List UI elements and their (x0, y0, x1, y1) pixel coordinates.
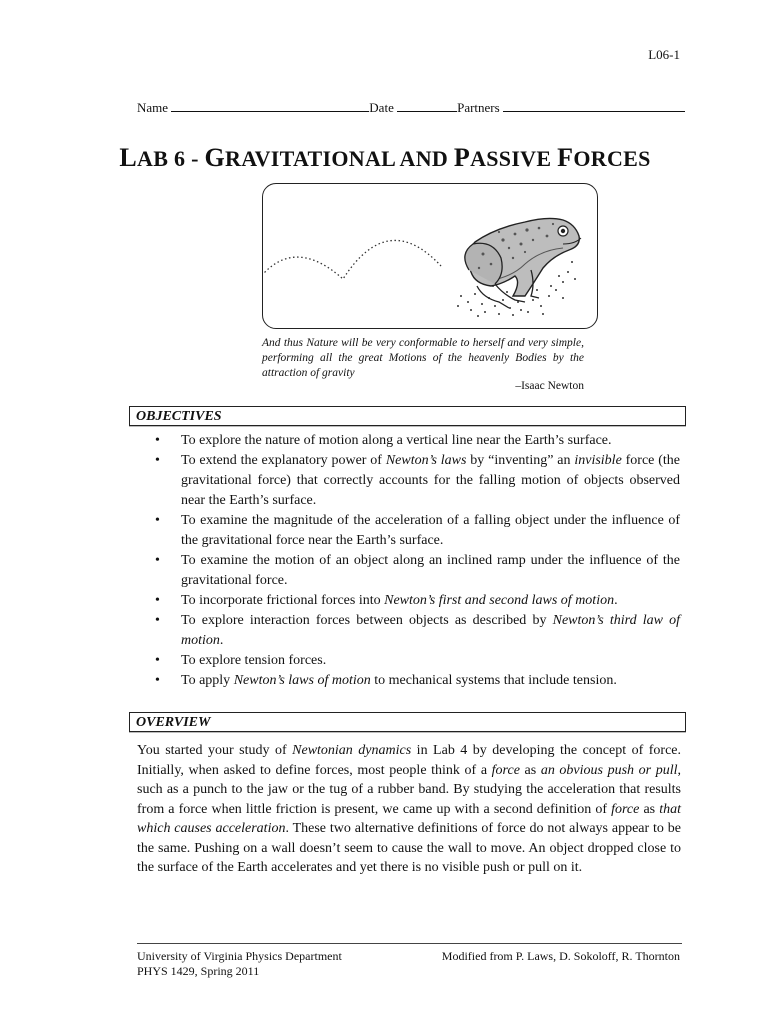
date-label: Date (369, 100, 394, 115)
quote-attribution: –Isaac Newton (515, 380, 584, 392)
overview-heading-box (129, 712, 686, 732)
objectives-heading: OBJECTIVES (136, 409, 222, 424)
list-item: • To explore tension forces. (145, 651, 680, 671)
jumping-frog-illustration-icon (263, 184, 596, 327)
list-item: • To explore interaction forces between objects as described by Newton’s third law of motion. (145, 611, 680, 651)
partners-label: Partners (457, 100, 500, 115)
partners-field[interactable] (503, 101, 685, 112)
list-item: • To explore the nature of motion along a vertical line near the Earth’s surface. (145, 431, 680, 451)
list-item: • To apply Newton’s laws of motion to mechanical systems that include tension. (145, 671, 680, 691)
objectives-heading-box (129, 406, 686, 426)
page-title: LAB 6 - GRAVITATIONAL AND PASSIVE FORCES (119, 143, 651, 172)
footer-department: University of Virginia Physics Department (137, 949, 342, 963)
list-item: • To incorporate frictional forces into Newton’s first and second laws of motion. (145, 591, 680, 611)
newton-quote: And thus Nature will be very conformable to herself and very simple, performing all the great Motions of the heavenly Bodies by the attraction of gravity (262, 337, 584, 379)
footer-course: PHYS 1429, Spring 2011 (137, 964, 260, 978)
overview-heading: OVERVIEW (136, 715, 211, 730)
page-number: L06-1 (648, 47, 680, 62)
name-field[interactable] (171, 101, 369, 112)
name-label: Name (137, 100, 169, 115)
footer-credit: Modified from P. Laws, D. Sokoloff, R. Thornton (441, 949, 680, 963)
footer-left (137, 949, 342, 979)
date-field[interactable] (397, 101, 457, 112)
objectives-list (145, 431, 680, 691)
name-date-partners-line (137, 100, 682, 116)
footer-divider (137, 943, 682, 944)
list-item: • To examine the motion of an object along an inclined ramp under the influence of the gravitational force. (145, 551, 680, 591)
overview-paragraph: You started your study of Newtonian dynamics in Lab 4 by developing the concept of force. Initially, when asked to define forces, most people think of a force as an obvious push or pull, such as a punch to the jaw or the tug of a rubber band. By studying the acceleration that results from a force when little friction is present, we came up with a second definition of force as that which causes acceleration. These two alternative definitions of force do not always appear to be the same. Pushing on a wall doesn’t seem to cause the wall to move. An object dropped close to the surface of the Earth accelerates and yet there is no visible push or pull on it. (137, 743, 681, 875)
list-item: • To examine the magnitude of the acceleration of a falling object under the influence of the gravitational force near the Earth’s surface. (145, 511, 680, 551)
jumping-frog-figure (262, 183, 598, 329)
list-item: • To extend the explanatory power of Newton’s laws by “inventing” an invisible force (the gravitational force) that correctly accounts for the falling motion of objects observed near the Earth’s surface. (145, 451, 680, 511)
